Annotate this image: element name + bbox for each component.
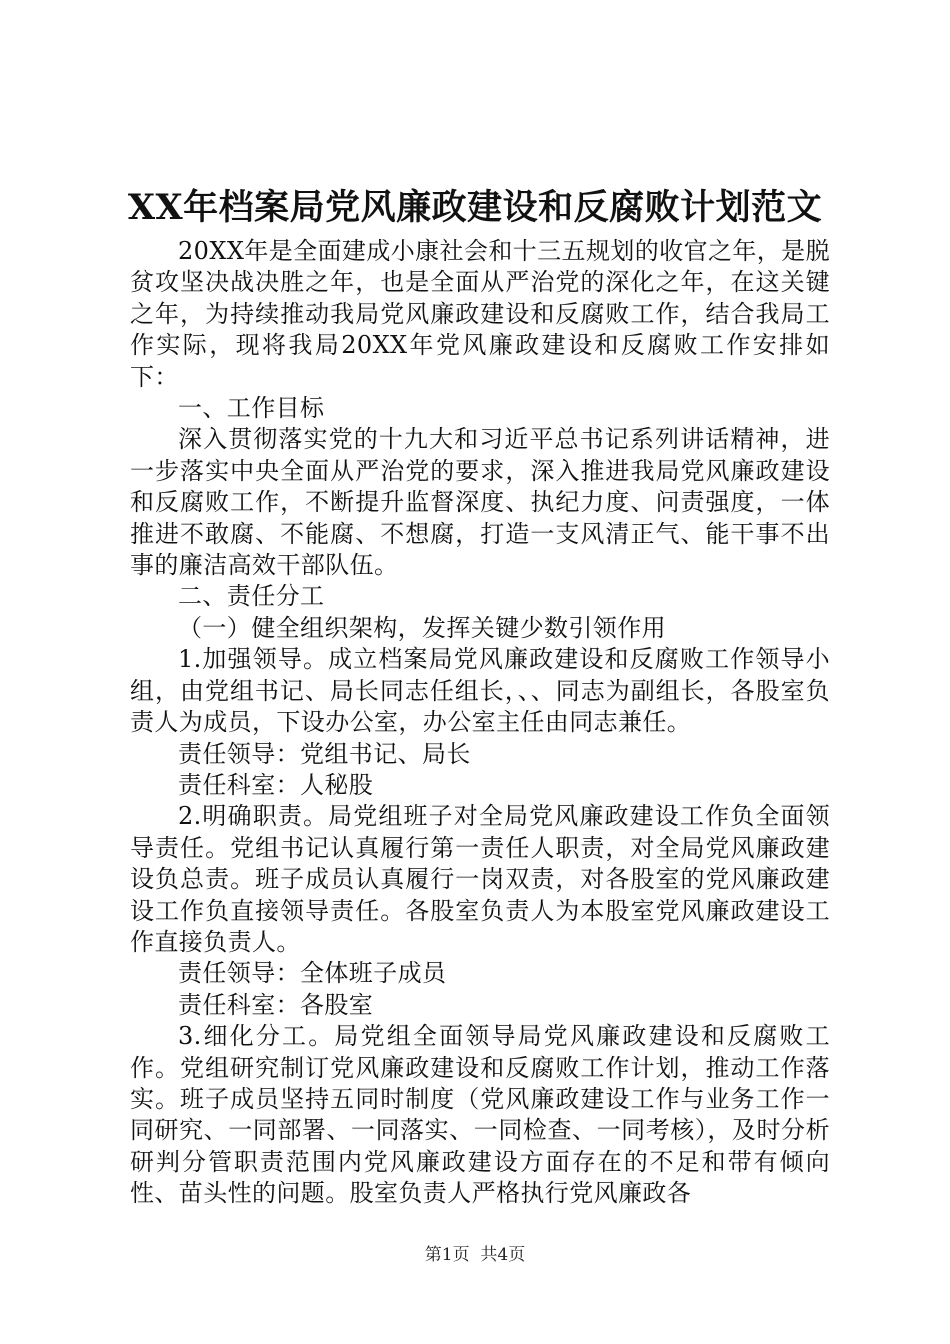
section-heading-responsibilities: 二、责任分工	[178, 582, 325, 611]
paragraph-goals: 深入贯彻落实党的十九大和习近平总书记系列讲话精神，进一步落实中央全面从严治党的要求，深入推进我局党风廉政建设和反腐败工作，不断提升监督深度、执纪力度、问责强度，一体推进不敢腐、不能腐、不想腐，打造一支风清正气、能干事不出事的廉洁高效干部队伍。	[130, 425, 830, 580]
paragraph-item-1: 1.加强领导。成立档案局党风廉政建设和反腐败工作领导小组，由党组书记、局长同志任组长，、、同志为副组长，各股室负责人为成员，下设办公室，办公室主任由同志兼任。	[130, 645, 830, 737]
page-footer	[0, 1243, 950, 1267]
page-total: 共4页	[480, 1245, 526, 1265]
subsection-heading-organization: （一）健全组织架构，发挥关键少数引领作用	[178, 613, 666, 642]
paragraph-item-2: 2.明确职责。局党组班子对全局党风廉政建设工作负全面领导责任。党组书记认真履行第一责任人职责，对全局党风廉政建设负总责。班子成员认真履行一岗双责，对各股室的党风廉政建设工作负直接领导责任。各股室负责人为本股室党风廉政建设工作直接负责人。	[130, 802, 830, 956]
document-title: XX年档案局党风廉政建设和反腐败计划范文	[127, 187, 823, 228]
paragraph-item-3: 3.细化分工。局党组全面领导局党风廉政建设和反腐败工作。党组研究制订党风廉政建设和反腐败工作计划，推动工作落实。班子成员坚持五同时制度（党风廉政建设工作与业务工作一同研究、一同部署、一同落实、一同检查、一同考核），及时分析研判分管职责范围内党风廉政建设方面存在的不足和带有倾向性、苗头性的问题。股室负责人严格执行党风廉政各	[130, 1022, 830, 1208]
responsible-office-1: 责任科室：人秘股	[178, 770, 374, 799]
page-number: 第1页	[424, 1245, 470, 1265]
responsible-leader-1: 责任领导：党组书记、局长	[178, 739, 471, 768]
paragraph-intro: 20XX年是全面建成小康社会和十三五规划的收官之年，是脱贫攻坚决战决胜之年，也是全面从严治党的深化之年，在这关键之年，为持续推动我局党风廉政建设和反腐败工作，结合我局工作实际，现将我局20XX年党风廉政建设和反腐败工作安排如下：	[130, 237, 830, 391]
section-heading-goals: 一、工作目标	[178, 394, 325, 423]
responsible-leader-2: 责任领导：全体班子成员	[178, 959, 447, 988]
responsible-office-2: 责任科室：各股室	[178, 990, 374, 1019]
document-body	[130, 236, 830, 1210]
